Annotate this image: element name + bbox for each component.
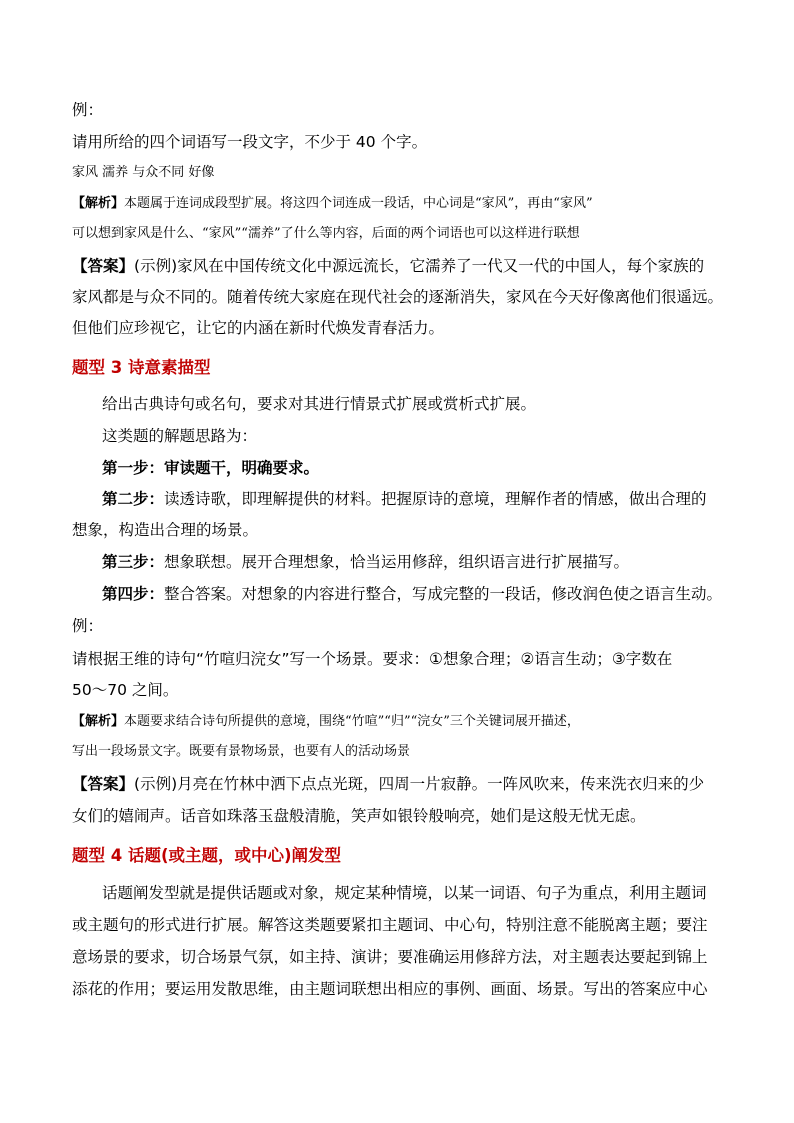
analysis-2-line-1 (72, 712, 580, 732)
step-3-label: 第三步： (102, 553, 165, 571)
answer-label: 【答案】 (72, 257, 135, 275)
answer-2-line-2: 女们的嬉闹声。话音如珠落玉盘般清脆，笑声如银铃般响亮，她们是这般无忧无虑。 (72, 807, 646, 825)
section-4-line-3: 意场景的要求，切合场景气氛，如主持、演讲；要准确运用修辞方法，对主题表达要起到锦上 (72, 948, 708, 966)
section-heading-4: 题型 4 话题(或主题，或中心)阐发型 (72, 846, 342, 865)
example-words: 家风 濡养 与众不同 好像 (72, 165, 215, 180)
step-4-label: 第四步： (102, 585, 165, 603)
section-3-intro: 给出古典诗句或名句，要求对其进行情景式扩展或赏析式扩展。 (102, 395, 537, 413)
step-1-label: 第一步： (102, 459, 165, 477)
answer-1-line-3: 但他们应珍视它，让它的内涵在新时代焕发青春活力。 (72, 319, 445, 337)
step-1-text: 审读题干，明确要求。 (164, 459, 320, 477)
step-2-cont: 想象，构造出合理的场景。 (72, 521, 259, 539)
step-2-text: 读透诗歌，即理解提供的材料。把握原诗的意境，理解作者的情感，做出合理的 (164, 490, 707, 508)
section-4-line-2: 或主题句的形式进行扩展。解答这类题要紧扣主题词、中心句，特别注意不能脱离主题；要注 (72, 916, 708, 934)
step-3 (102, 552, 629, 572)
example-prompt-2-line-1: 请根据王维的诗句“竹喧归浣女”写一个场景。要求：①想象合理；②语言生动；③字数在 (72, 650, 673, 668)
section-4-line-1: 话题阐发型就是提供话题或对象，规定某种情境，以某一词语、句子为重点，利用主题词 (102, 884, 707, 902)
example-prompt-2-line-2: 50～70 之间。 (72, 681, 179, 699)
analysis-1-line-2: 可以想到家风是什么、“家风”“濡养”了什么等内容，后面的两个词语也可以这样进行联想 (72, 226, 580, 241)
analysis-1-line-1 (72, 194, 593, 214)
answer-text: (示例)家风在中国传统文化中源远流长，它濡养了一代又一代的中国人，每个家族的 (134, 257, 705, 275)
analysis-text: 本题属于连词成段型扩展。将这四个词连成一段话，中心词是“家风”，再由“家风” (124, 196, 593, 211)
section-3-approach: 这类题的解题思路为： (102, 427, 258, 445)
analysis-2-line-2: 写出一段场景文字。既要有景物场景，也要有人的活动场景 (72, 744, 411, 759)
step-2 (102, 489, 707, 509)
answer-label-2: 【答案】 (72, 775, 135, 793)
example-label-1: 例： (72, 101, 104, 119)
analysis-text-2: 本题要求结合诗句所提供的意境，围绕“竹喧”“归”“浣女”三个关键词展开描述， (124, 714, 580, 729)
example-prompt-1: 请用所给的四个词语写一段文字，不少于 40 个字。 (72, 133, 428, 151)
answer-1-line-2: 家风都是与众不同的。随着传统大家庭在现代社会的逐渐消失，家风在今天好像离他们很遥远。 (72, 288, 724, 306)
answer-text-2: (示例)月亮在竹林中洒下点点光斑，四周一片寂静。一阵风吹来，传来洗衣归来的少 (134, 775, 705, 793)
analysis-label: 【解析】 (72, 196, 125, 211)
step-1 (102, 458, 319, 478)
answer-2-line-1 (72, 774, 704, 794)
step-3-text: 想象联想。展开合理想象，恰当运用修辞，组织语言进行扩展描写。 (164, 553, 630, 571)
step-4 (102, 584, 722, 604)
example-label-2: 例： (72, 617, 104, 635)
analysis-label-2: 【解析】 (72, 714, 125, 729)
step-2-label: 第二步： (102, 490, 165, 508)
step-4-text: 整合答案。对想象的内容进行整合，写成完整的一段话，修改润色使之语言生动。 (164, 585, 723, 603)
section-4-line-4: 添花的作用；要运用发散思维，由主题词联想出相应的事例、画面、场景。写出的答案应中心 (72, 980, 708, 998)
section-heading-3: 题型 3 诗意素描型 (72, 358, 211, 377)
answer-1-line-1 (72, 256, 704, 276)
